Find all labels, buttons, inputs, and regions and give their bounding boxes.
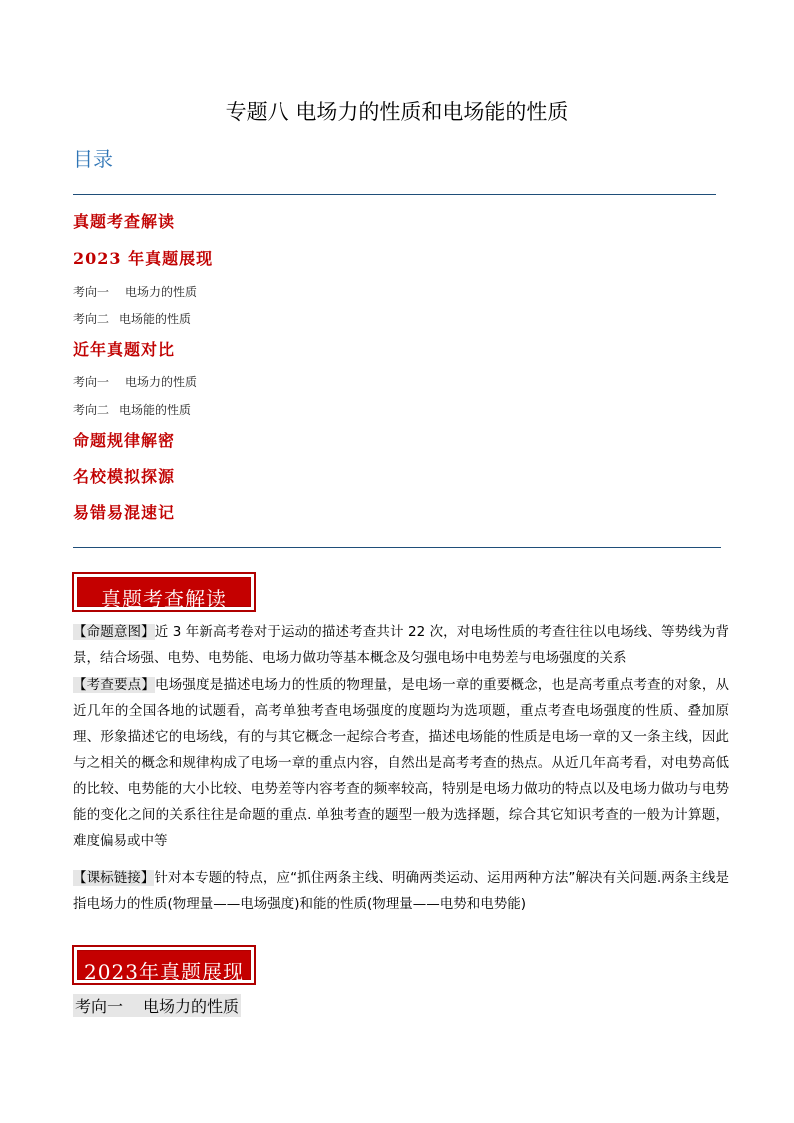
toc-bottom-divider (73, 547, 721, 548)
section-label: 电场力的性质 (143, 997, 240, 1016)
paragraph-label: 【课标链接】 (73, 870, 155, 886)
toc-item-label: 电场能的性质 (119, 403, 192, 417)
section-subheading (73, 994, 241, 1017)
toc-item-mistakes[interactable]: 易错易混速记 (73, 503, 176, 522)
toc-item-2023-direction-2[interactable] (73, 310, 191, 327)
paragraph-text: 针对本专题的特点，应“抓住两条主线、明确两类运动、运用两种方法”解决有关问题.两条主线是指电场力的性质(物理量——电场强度)和能的性质(物理量——电势和电势能) (73, 870, 730, 912)
paragraph-points (73, 672, 729, 854)
section-banner-2023 (72, 945, 256, 985)
banner-fill (77, 950, 251, 984)
toc-item-2023-direction-1[interactable] (73, 283, 197, 300)
toc-item-recent-direction-1[interactable] (73, 373, 197, 390)
toc-item-rules[interactable]: 命题规律解密 (73, 431, 176, 450)
banner-fill (77, 577, 251, 611)
paragraph-intent (73, 619, 729, 671)
paragraph-link (73, 865, 729, 917)
paragraph-label: 【命题意图】 (73, 624, 155, 640)
toc-item-prefix: 考向二 (73, 403, 110, 417)
paragraph-text: 电场强度是描述电场力的性质的物理量，是电场一章的重要概念，也是高考重点考查的对象，从近几年的全国各地的试题看，高考单独考查电场强度的度题均为选项题，重点考查电场强度的性质、叠加原理、形象描述它的电场线，有的与其它概念一起综合考查，描述电场能的性质是电场一章的又一条主线，因此与之相关的概念和规律构成了电场一章的重点内容，自然出是高考考查的热点。从近几年高考看，对电势高低的比较、电势能的大小比较、电势差等内容考查的频率较高，特别是电场力做功的特点以及电场力做功与电势能的变化之间的关系往往是命题的重点. 单独考查的题型一般为选择题，综合其它知识考查的一般为计算题，难度偏易或中等 (73, 677, 730, 849)
toc-item-label: 电场能的性质 (119, 312, 192, 326)
section-banner-reading (72, 572, 256, 612)
page-title: 专题八 电场力的性质和电场能的性质 (225, 100, 569, 124)
toc-top-divider (73, 194, 716, 195)
banner-text: 2023年真题展现 (84, 960, 244, 984)
toc-item-mock[interactable]: 名校模拟探源 (73, 467, 176, 486)
banner-text: 真题考查解读 (101, 587, 227, 611)
toc-item-label: 电场力的性质 (125, 375, 198, 389)
toc-item-label: 电场力的性质 (125, 285, 198, 299)
toc-item-reading[interactable]: 真题考查解读 (73, 212, 176, 231)
toc-heading: 目录 (73, 147, 113, 171)
toc-item-prefix: 考向二 (73, 312, 110, 326)
paragraph-text: 近 3 年新高考卷对于运动的描述考查共计 22 次，对电场性质的考查往往以电场线、等势线为背景，结合场强、电势、电势能、电场力做功等基本概念及匀强电场中电势差与电场强度的关系 (73, 624, 730, 666)
toc-item-recent-direction-2[interactable] (73, 401, 191, 418)
toc-item-prefix: 考向一 (73, 375, 110, 389)
toc-item-2023[interactable]: 2023 年真题展现 (73, 249, 214, 268)
toc-item-prefix: 考向一 (73, 285, 110, 299)
section-prefix: 考向一 (75, 997, 124, 1016)
paragraph-label: 【考查要点】 (73, 677, 156, 693)
toc-item-recent[interactable]: 近年真题对比 (73, 340, 176, 359)
